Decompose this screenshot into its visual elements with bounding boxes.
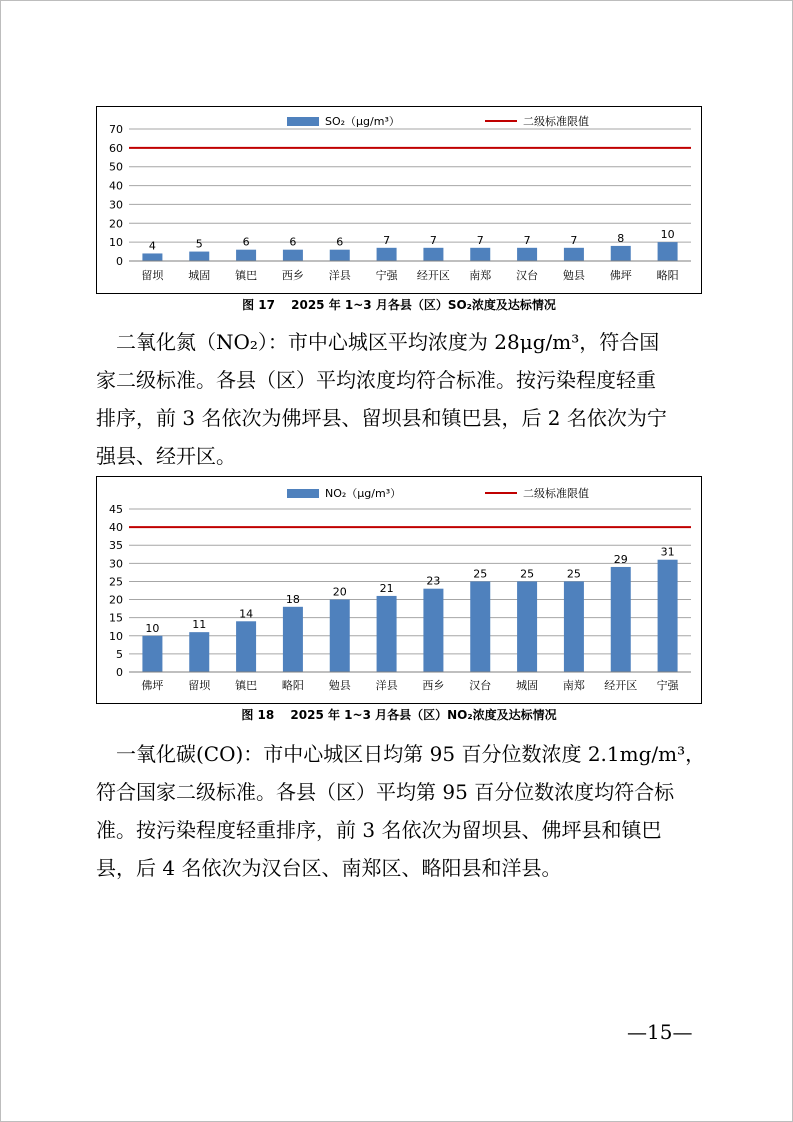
category-label: 洋县 <box>375 679 398 692</box>
y-tick-label: 10 <box>109 236 123 250</box>
figure-18-caption: 图 18 2025 年 1~3 月各县（区）NO₂浓度及达标情况 <box>241 708 557 722</box>
data-label: 6 <box>289 235 297 249</box>
y-tick-label: 10 <box>109 629 123 643</box>
paragraph-line: 二氧化氮（NO₂）：市中心城区平均浓度为 28μg/m³，符合国 <box>96 330 660 354</box>
category-label: 汉台 <box>469 679 492 692</box>
data-label: 6 <box>336 235 344 249</box>
y-tick-label: 40 <box>109 179 123 193</box>
page-number: —15— <box>627 1020 693 1044</box>
paragraph-line: 县，后 4 名依次为汉台区、南郑区、略阳县和洋县。 <box>96 856 562 880</box>
data-label: 7 <box>383 233 391 247</box>
bar <box>189 632 209 672</box>
bar <box>517 581 537 672</box>
bar <box>658 242 678 261</box>
bar <box>142 636 162 672</box>
category-label: 城固 <box>188 269 211 282</box>
bar <box>377 596 397 672</box>
legend-label-limit: 二级标准限值 <box>523 115 589 128</box>
bar <box>470 248 490 261</box>
y-tick-label: 45 <box>109 503 123 516</box>
category-label: 南郑 <box>469 269 492 282</box>
bar <box>564 581 584 672</box>
data-label: 7 <box>523 233 531 247</box>
bar <box>142 253 162 261</box>
legend-label-series: SO₂（μg/m³） <box>325 115 400 128</box>
y-tick-label: 0 <box>116 255 123 268</box>
category-label: 略阳 <box>281 679 304 692</box>
y-tick-label: 50 <box>109 160 123 174</box>
no2-paragraph <box>96 323 702 475</box>
y-tick-label: 25 <box>109 575 123 589</box>
bar <box>658 560 678 672</box>
category-label: 佛坪 <box>609 269 632 282</box>
data-label: 18 <box>285 592 300 606</box>
data-label: 4 <box>148 239 156 253</box>
category-label: 略阳 <box>656 269 679 282</box>
category-label: 留坝 <box>188 679 211 692</box>
legend-label-limit: 二级标准限值 <box>523 487 589 500</box>
data-label: 7 <box>570 233 578 247</box>
category-label: 佛坪 <box>141 679 164 692</box>
category-label: 西乡 <box>281 269 304 282</box>
y-tick-label: 70 <box>109 123 123 136</box>
data-label: 8 <box>617 231 625 245</box>
no2-chart <box>96 476 702 704</box>
bar <box>423 248 443 261</box>
y-tick-label: 20 <box>109 593 123 607</box>
category-label: 勉县 <box>562 269 585 282</box>
category-label: 城固 <box>516 679 539 692</box>
y-tick-label: 40 <box>109 521 123 535</box>
category-label: 宁强 <box>656 679 679 692</box>
paragraph-line: 强县、经开区。 <box>96 444 236 468</box>
data-label: 5 <box>195 237 203 251</box>
bar <box>236 250 256 261</box>
data-label: 25 <box>520 567 535 581</box>
category-label: 洋县 <box>328 269 351 282</box>
y-tick-label: 60 <box>109 141 123 155</box>
category-label: 勉县 <box>328 679 351 692</box>
data-label: 20 <box>332 585 347 599</box>
category-label: 镇巴 <box>235 679 258 692</box>
category-label: 南郑 <box>562 679 585 692</box>
category-label: 宁强 <box>375 269 398 282</box>
legend-label-series: NO₂（μg/m³） <box>325 487 402 500</box>
category-label: 西乡 <box>422 679 445 692</box>
category-label: 汉台 <box>516 269 539 282</box>
category-label: 镇巴 <box>235 269 258 282</box>
data-label: 11 <box>192 618 207 632</box>
figure-17-caption: 图 17 2025 年 1~3 月各县（区）SO₂浓度及达标情况 <box>242 298 556 312</box>
y-tick-label: 0 <box>116 666 123 679</box>
data-label: 7 <box>476 233 484 247</box>
bar <box>330 250 350 261</box>
paragraph-line: 排序，前 3 名依次为佛坪县、留坝县和镇巴县，后 2 名依次为宁 <box>96 406 667 430</box>
data-label: 6 <box>242 235 250 249</box>
bar <box>189 252 209 261</box>
so2-chart <box>96 106 702 294</box>
bar <box>517 248 537 261</box>
data-label: 7 <box>429 233 437 247</box>
legend-swatch-series <box>287 489 319 498</box>
category-label: 留坝 <box>141 269 164 282</box>
y-tick-label: 30 <box>109 198 123 212</box>
bar <box>564 248 584 261</box>
y-tick-label: 5 <box>116 647 123 661</box>
data-label: 10 <box>660 228 675 242</box>
bar <box>283 250 303 261</box>
data-label: 25 <box>566 567 581 581</box>
paragraph-line: 符合国家二级标准。各县（区）平均第 95 百分位数浓度均符合标 <box>96 780 675 804</box>
so2-chart-svg <box>97 107 701 293</box>
paragraph-line: 家二级标准。各县（区）平均浓度均符合标准。按污染程度轻重 <box>96 368 656 392</box>
bar <box>236 621 256 672</box>
y-tick-label: 30 <box>109 557 123 571</box>
data-label: 23 <box>426 574 441 588</box>
y-tick-label: 15 <box>109 611 123 625</box>
y-tick-label: 35 <box>109 539 123 553</box>
paragraph-line: 一氧化碳(CO)：市中心城区日均第 95 百分位数浓度 2.1mg/m³， <box>96 742 706 766</box>
data-label: 29 <box>613 552 628 566</box>
category-label: 经开区 <box>416 269 450 282</box>
data-label: 31 <box>660 545 675 559</box>
data-label: 21 <box>379 581 394 595</box>
y-tick-label: 20 <box>109 217 123 231</box>
data-label: 14 <box>239 607 254 621</box>
data-label: 10 <box>145 621 160 635</box>
paragraph-line: 准。按污染程度轻重排序，前 3 名依次为留坝县、佛坪县和镇巴 <box>96 818 662 842</box>
bar <box>611 567 631 672</box>
bar <box>283 607 303 672</box>
no2-chart-svg <box>97 477 701 703</box>
bar <box>470 581 490 672</box>
bar <box>330 600 350 672</box>
bar <box>377 248 397 261</box>
category-label: 经开区 <box>604 679 638 692</box>
data-label: 25 <box>473 567 488 581</box>
co-paragraph <box>96 735 706 887</box>
bar <box>611 246 631 261</box>
legend-swatch-series <box>287 117 319 126</box>
bar <box>423 589 443 672</box>
